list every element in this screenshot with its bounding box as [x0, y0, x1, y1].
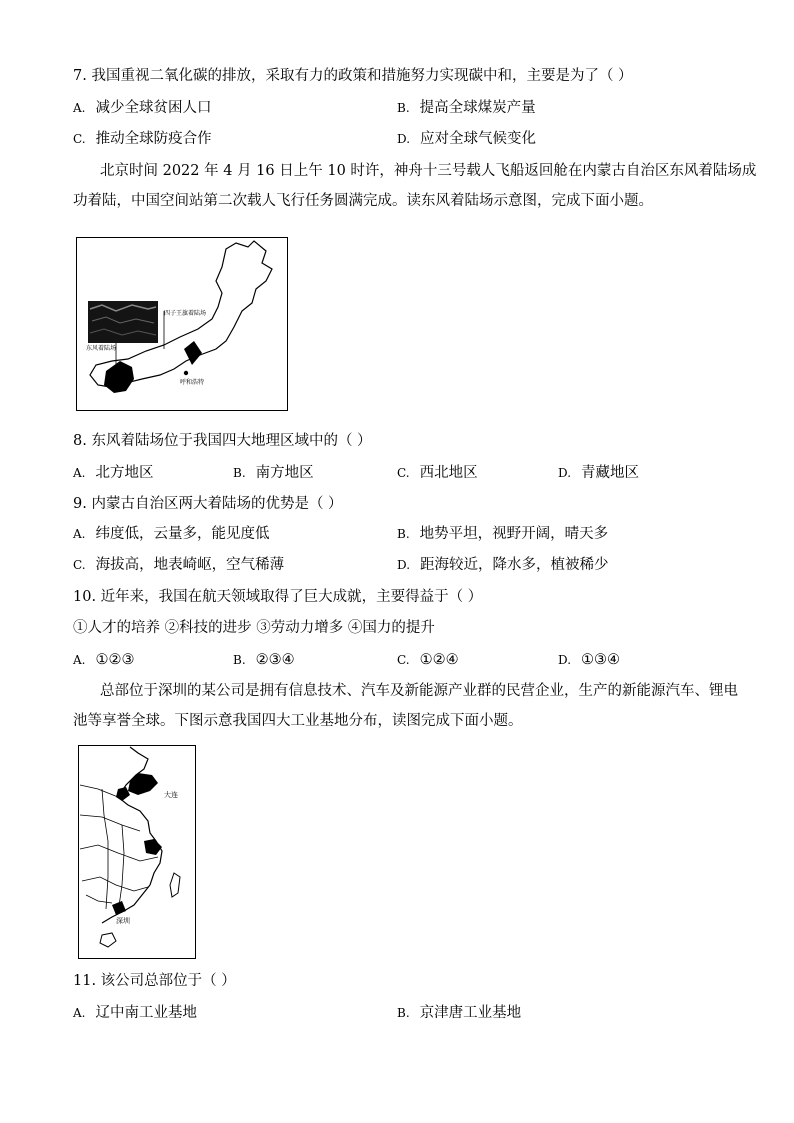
- q11-option-a[interactable]: A. 辽中南工业基地: [73, 1005, 197, 1021]
- q9-option-a[interactable]: A. 纬度低，云量多，能见度低: [73, 526, 270, 542]
- q8-option-b[interactable]: B. 南方地区: [233, 465, 314, 481]
- q9-option-c[interactable]: C. 海拔高，地表崎岖，空气稀薄: [73, 557, 285, 573]
- label-siziwang: 四子王旗着陆场: [164, 310, 207, 317]
- landing-site-map: [76, 237, 288, 415]
- hohhot-dot: [184, 371, 188, 375]
- q7-option-b[interactable]: B. 提高全球煤炭产量: [397, 100, 536, 116]
- q11-option-b[interactable]: B. 京津唐工业基地: [397, 1005, 522, 1021]
- q10-option-c[interactable]: C. ①②④: [397, 652, 459, 668]
- q9-option-d[interactable]: D. 距海较近，降水多，植被稀少: [397, 557, 609, 573]
- industrial-base-map: [78, 745, 196, 963]
- label-dalian: 大连: [164, 791, 178, 799]
- passage1-line1: 北京时间 2022 年 4 月 16 日上午 10 时许，神舟十三号载人飞船返回舱在内蒙古自治区东风着陆场成: [100, 163, 757, 179]
- passage2-line1: 总部位于深圳的某公司是拥有信息技术、汽车及新能源产业群的民营企业，生产的新能源汽车、锂电: [100, 683, 738, 699]
- q9-option-b[interactable]: B. 地势平坦，视野开阔，晴天多: [397, 526, 609, 542]
- q7-option-c[interactable]: C. 推动全球防疫合作: [73, 131, 212, 147]
- q7-option-a[interactable]: A. 减少全球贫困人口: [73, 100, 212, 116]
- passage1-line2: 功着陆，中国空间站第二次载人飞行任务圆满完成。读东风着陆场示意图，完成下面小题。: [73, 193, 653, 209]
- q10-option-b[interactable]: B. ②③④: [233, 652, 295, 668]
- label-shenzhen: 深圳: [116, 917, 130, 925]
- q7-stem: 7. 我国重视二氧化碳的排放，采取有力的政策和措施努力实现碳中和，主要是为了（ ）: [73, 68, 633, 84]
- label-hohhot: 呼和浩特: [180, 379, 205, 386]
- q10-items: ①人才的培养 ②科技的进步 ③劳动力增多 ④国力的提升: [73, 620, 435, 636]
- passage2-line2: 池等享誉全球。下图示意我国四大工业基地分布，读图完成下面小题。: [73, 713, 523, 729]
- q11-stem: 11. 该公司总部位于（ ）: [73, 973, 236, 989]
- q8-option-c[interactable]: C. 西北地区: [397, 465, 478, 481]
- q8-stem: 8. 东风着陆场位于我国四大地理区域中的（ ）: [73, 433, 372, 449]
- q9-stem: 9. 内蒙古自治区两大着陆场的优势是（ ）: [73, 496, 343, 512]
- label-dongfeng: 东风着陆场: [86, 345, 117, 352]
- q10-option-a[interactable]: A. ①②③: [73, 652, 135, 668]
- q8-option-a[interactable]: A. 北方地区: [73, 465, 154, 481]
- q10-option-d[interactable]: D. ①③④: [558, 652, 621, 668]
- q7-option-d[interactable]: D. 应对全球气候变化: [397, 131, 537, 147]
- q10-stem: 10. 近年来，我国在航天领域取得了巨大成就，主要得益于（ ）: [73, 589, 483, 605]
- q8-option-d[interactable]: D. 青藏地区: [558, 465, 640, 481]
